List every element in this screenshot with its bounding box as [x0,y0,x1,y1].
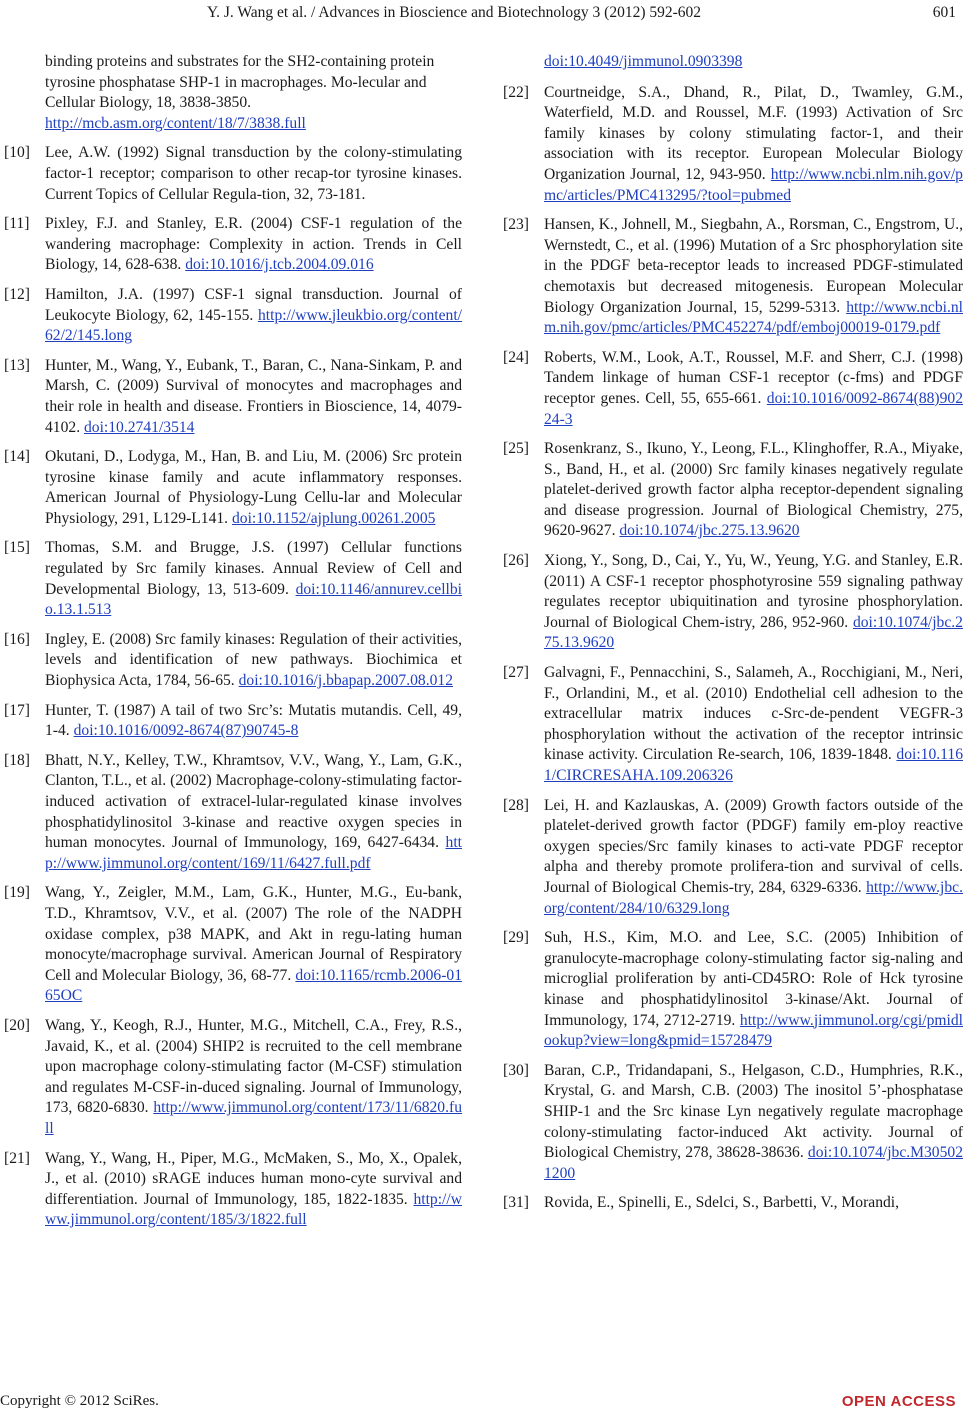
reference-list-left [4,143,462,1231]
reference-item [4,701,462,742]
reference-number: [12] [4,285,30,303]
page-number: 601 [932,4,956,21]
reference-number: [17] [4,701,30,719]
reference-continuation-right [503,52,963,73]
reference-text: Wang, Y., Keogh, R.J., Hunter, M.G., Mitchell, C.A., Frey, R.S., Javaid, K., et al. (2004) SHIP2 is recruited to the cell membrane upon macrophage colony-stimulating factor (M-CSF) stimulation and regulates M-CSF-in-duced signaling. Journal of Immunology, 173, 6820-6830. [45,1016,462,1117]
reference-text: Galvagni, F., Pennacchini, S., Salameh, A., Rocchigiani, M., Neri, F., Orlandini, M., et al. (2010) Endothelial cell adhesion to the extracellular matrix induces c-Src-de-pendent VEGFR-3 phosphorylation without the activation of the receptor intrinsic kinase activity. Circulation Re-search, 106, 1839-1848. [544,664,963,764]
reference-body [45,538,462,620]
reference-item [503,551,963,654]
reference-item [503,796,963,920]
reference-number: [31] [503,1194,529,1212]
reference-text: binding proteins and substrates for the SH2-containing protein tyrosine phosphatase SHP-1 in macrophages. Mo-lecular and Cellular Biology, 18, 3838-3850. [45,53,435,112]
reference-body [544,796,963,920]
reference-item [503,348,963,430]
reference-number: [16] [4,630,30,648]
reference-link[interactable]: doi:10.1074/jbc.275.13.9620 [544,613,963,652]
reference-link[interactable]: doi:10.2741/3514 [84,418,195,436]
reference-item [4,447,462,529]
reference-link[interactable]: http://www.jimmunol.org/content/169/11/6427.full.pdf [45,834,462,872]
reference-item [4,751,462,875]
reference-text: Baran, C.P., Tridandapani, S., Helgason, C.D., Humphries, R.K., Krystal, G. and Marsh, C.B. (2003) The inositol 5’-phosphatase SHIP-1 and the Src kinase Lyn negatively regulate macrophage colony-stimulating factor-induced Akt activity. Journal of Biological Chemistry, 278, 38628-38636. [544,1061,963,1162]
reference-number: [24] [503,348,529,366]
reference-text: Wang, Y., Zeigler, M.M., Lam, G.K., Hunter, M.G., Eu-bank, T.D., Khramtsov, V.V., et al. (2007) The role of the NADPH oxidase complex, p38 MAPK, and Akt in regu-lating human monocyte/macrophage survival. American Journal of Respiratory Cell and Molecular Biology, 36, 68-77. [45,884,462,984]
reference-link[interactable]: doi:10.1016/j.tcb.2004.09.016 [185,256,374,274]
reference-body [544,928,963,1052]
reference-number: [21] [4,1149,30,1167]
reference-item [503,663,963,787]
reference-number: [26] [503,552,529,570]
reference-link[interactable]: http://www.jimmunol.org/cgi/pmidlookup?view=long&pmid=15728479 [544,1011,963,1050]
reference-item [4,538,462,620]
reference-number: [15] [4,539,30,557]
reference-body [45,630,462,692]
reference-number: [20] [4,1016,30,1034]
reference-body [45,751,462,875]
reference-link[interactable]: http://www.jimmunol.org/content/185/3/1822.full [45,1190,462,1229]
reference-text: Pixley, F.J. and Stanley, E.R. (2004) CSF-1 regulation of the wandering macrophage: Complexity in action. Trends in Cell Biology, 14, 628-638. [45,215,462,274]
reference-text: Okutani, D., Lodyga, M., Han, B. and Liu, M. (2006) Src protein tyrosine kinase family and acute inflammatory responses. American Journal of Physiology-Lung Cellu-lar and Molecular Physiology, 291, L129-L141. [45,448,462,527]
reference-item [503,215,963,339]
reference-item [503,1193,963,1214]
reference-item [4,1149,462,1231]
reference-link[interactable]: doi:10.4049/jimmunol.0903398 [544,53,743,70]
reference-body [544,1193,963,1214]
reference-item [4,883,462,1007]
running-header [0,0,968,30]
reference-link[interactable]: doi:10.1161/CIRCRESAHA.109.206326 [544,746,963,784]
reference-text: Ingley, E. (2008) Src family kinases: Regulation of their activities, levels and identification of new pathways. Biochimica et Biophysica Acta, 1784, 56-65. [45,630,462,690]
reference-item [4,285,462,347]
reference-link[interactable]: http://www.jbc.org/content/284/10/6329.long [544,878,963,917]
reference-number: [11] [4,215,30,233]
reference-item [503,83,963,207]
reference-text: Hansen, K., Johnell, M., Siegbahn, A., Rorsman, C., Engstrom, U., Wernstedt, C., et al. (1996) Mutation of a Src phosphorylation site in the PDGF beta-receptor leads to increased PDGF-stimulated chemotaxis but decreased mitogenesis. European Molecular Biology Organization Journal, 15, 5299-5313. [544,216,963,316]
reference-body [45,285,462,347]
reference-link[interactable]: doi:10.1074/jbc.275.13.9620 [619,522,800,540]
reference-text: Hunter, T. (1987) A tail of two Src’s: Mutatis mutandis. Cell, 49, 1-4. [45,701,462,740]
reference-number: [30] [503,1061,529,1079]
reference-body [45,1016,462,1140]
reference-number: [19] [4,884,30,902]
reference-list-right [503,83,963,1214]
reference-link[interactable]: doi:10.1165/rcmb.2006-0165OC [45,966,462,1005]
reference-link[interactable]: doi:10.1016/j.bbapap.2007.08.012 [238,672,454,690]
reference-body [45,214,462,276]
reference-text: Rosenkranz, S., Ikuno, Y., Leong, F.L., Klinghoffer, R.A., Miyake, S., Band, H., et al. (2000) Src family kinases negatively regulate platelet-derived growth factor alpha receptor-dependent signaling and disease progression. Journal of Biological Chemistry, 275, 9620-9627. [544,440,963,540]
reference-link[interactable]: doi:10.1074/jbc.M305021200 [544,1144,963,1182]
reference-text: Suh, H.S., Kim, M.O. and Lee, S.C. (2005) Inhibition of granulocyte-macrophage colony-stimulating factor sig-naling and microglial proliferation by anti-CD45RO: Role of Hck tyrosine kinase and phosphatidylinositol 3-kinase/Akt. Journal of Immunology, 174, 2712-2719. [544,929,963,1029]
reference-body [45,883,462,1007]
reference-link[interactable]: doi:10.1152/ajplung.00261.2005 [232,509,436,527]
reference-item [503,1061,963,1185]
reference-link[interactable]: doi:10.1146/annurev.cellbio.13.1.513 [45,580,462,619]
reference-number: [18] [4,751,30,769]
running-title: Y. J. Wang et al. / Advances in Bioscience and Biotechnology 3 (2012) 592-602 [206,4,702,21]
reference-number: [14] [4,448,30,466]
reference-item [4,356,462,438]
left-column [4,52,462,1240]
reference-link[interactable]: http://mcb.asm.org/content/18/7/3838.full [45,114,306,132]
reference-body [544,348,963,430]
reference-text: Rovida, E., Spinelli, E., Sdelci, S., Barbetti, V., Morandi, [544,1194,900,1212]
reference-text: Courtneidge, S.A., Dhand, R., Pilat, D., Twamley, G.M., Waterfield, M.D. and Roussel, M.F. (1993) Activation of Src family kinases by colony stimulating factor-1, and their association with its receptor. European Molecular Biology Organization Journal, 12, 943-950. [544,83,963,183]
reference-text: Hunter, M., Wang, Y., Eubank, T., Baran, C., Nana-Sinkam, P. and Marsh, C. (2009) Survival of monocytes and macrophages and their role in health and disease. Frontiers in Bioscience, 14, 4079-4102. [45,356,462,436]
open-access-badge: OPEN ACCESS [841,1393,956,1410]
reference-item [503,439,963,542]
reference-link[interactable]: http://www.ncbi.nlm.nih.gov/pmc/articles/PMC452274/pdf/emboj00019-0179.pdf [544,298,963,337]
reference-item [4,214,462,276]
reference-number: [23] [503,216,529,234]
reference-body [45,447,462,529]
reference-body [45,143,462,205]
reference-link[interactable]: doi:10.1016/0092-8674(88)90224-3 [544,389,964,428]
reference-body [45,701,462,742]
reference-text: Thomas, S.M. and Brugge, J.S. (1997) Cellular functions regulated by Src family kinases. Annual Review of Cell and Developmental Biology, 13, 513-609. [45,539,462,598]
reference-body [544,215,963,339]
right-column [503,52,963,1223]
reference-number: [13] [4,356,30,374]
reference-text: Wang, Y., Wang, H., Piper, M.G., McMaken, S., Mo, X., Opalek, J., et al. (2010) sRAGE induces human mono-cyte survival and differentiation. Journal of Immunology, 185, 1822-1835. [45,1149,462,1208]
reference-text: Xiong, Y., Song, D., Cai, Y., Yu, W., Yeung, Y.G. and Stanley, E.R. (2011) A CSF-1 receptor phosphotyrosine 559 signaling pathway regulates receptor ubiquitination and tyrosine phosphorylation. Journal of Biological Chem-istry, 286, 952-960. [544,552,963,631]
reference-number: [10] [4,144,30,162]
reference-body [45,1149,462,1231]
reference-body [544,439,963,542]
reference-item [4,630,462,692]
reference-number: [25] [503,440,529,458]
reference-text: Roberts, W.M., Look, A.T., Roussel, M.F. and Sherr, C.J. (1998) Tandem linkage of human CSF-1 receptor (c-fms) and PDGF receptor genes. Cell, 55, 655-661. [544,348,963,407]
reference-body [45,356,462,438]
reference-number: [22] [503,83,529,101]
reference-item [4,1016,462,1140]
reference-item [4,143,462,205]
reference-link[interactable]: http://www.jimmunol.org/content/173/11/6820.full [45,1099,462,1137]
reference-number: [28] [503,796,529,814]
reference-body [544,663,963,787]
reference-item [503,928,963,1052]
reference-continuation [4,52,462,134]
reference-body [544,551,963,654]
reference-text: Bhatt, N.Y., Kelley, T.W., Khramtsov, V.V., Wang, Y., Lam, G.K., Clanton, T.L., et al. (2002) Macrophage-colony-stimulating factor-induced activation of extracel-lular-regulated kinase involves phosphatidylinositol 3-kinase and reactive oxygen species in human monocytes. Journal of Immunology, 169, 6427-6434. [45,751,462,852]
reference-link[interactable]: doi:10.1016/0092-8674(87)90745-8 [73,722,299,740]
reference-text: Lee, A.W. (1992) Signal transduction by the colony-stimulating factor-1 receptor; comparison to other recap-tor tyrosine kinases. Current Topics of Cellular Regula-tion, 32, 73-181. [45,144,462,203]
reference-body [544,1061,963,1185]
copyright-notice: Copyright © 2012 SciRes. [0,1393,159,1409]
reference-text: Hamilton, J.A. (1997) CSF-1 signal transduction. Journal of Leukocyte Biology, 62, 145-155. [45,285,462,324]
reference-link[interactable]: http://www.jleukbio.org/content/62/2/145.long [45,306,462,345]
reference-text: Lei, H. and Kazlauskas, A. (2009) Growth factors outside of the platelet-derived growth factor (PDGF) family em-ploy reactive oxygen species/Src family kinases to acti-vate PDGF receptor alpha and thereby promote prolifera-tion and survival of cells. Journal of Biological Chemis-try, 284, 6329-6336. [544,796,963,896]
reference-body [544,83,963,207]
reference-number: [29] [503,929,529,947]
reference-link[interactable]: http://www.ncbi.nlm.nih.gov/pmc/articles/PMC413295/?tool=pubmed [544,165,963,204]
reference-number: [27] [503,664,529,682]
